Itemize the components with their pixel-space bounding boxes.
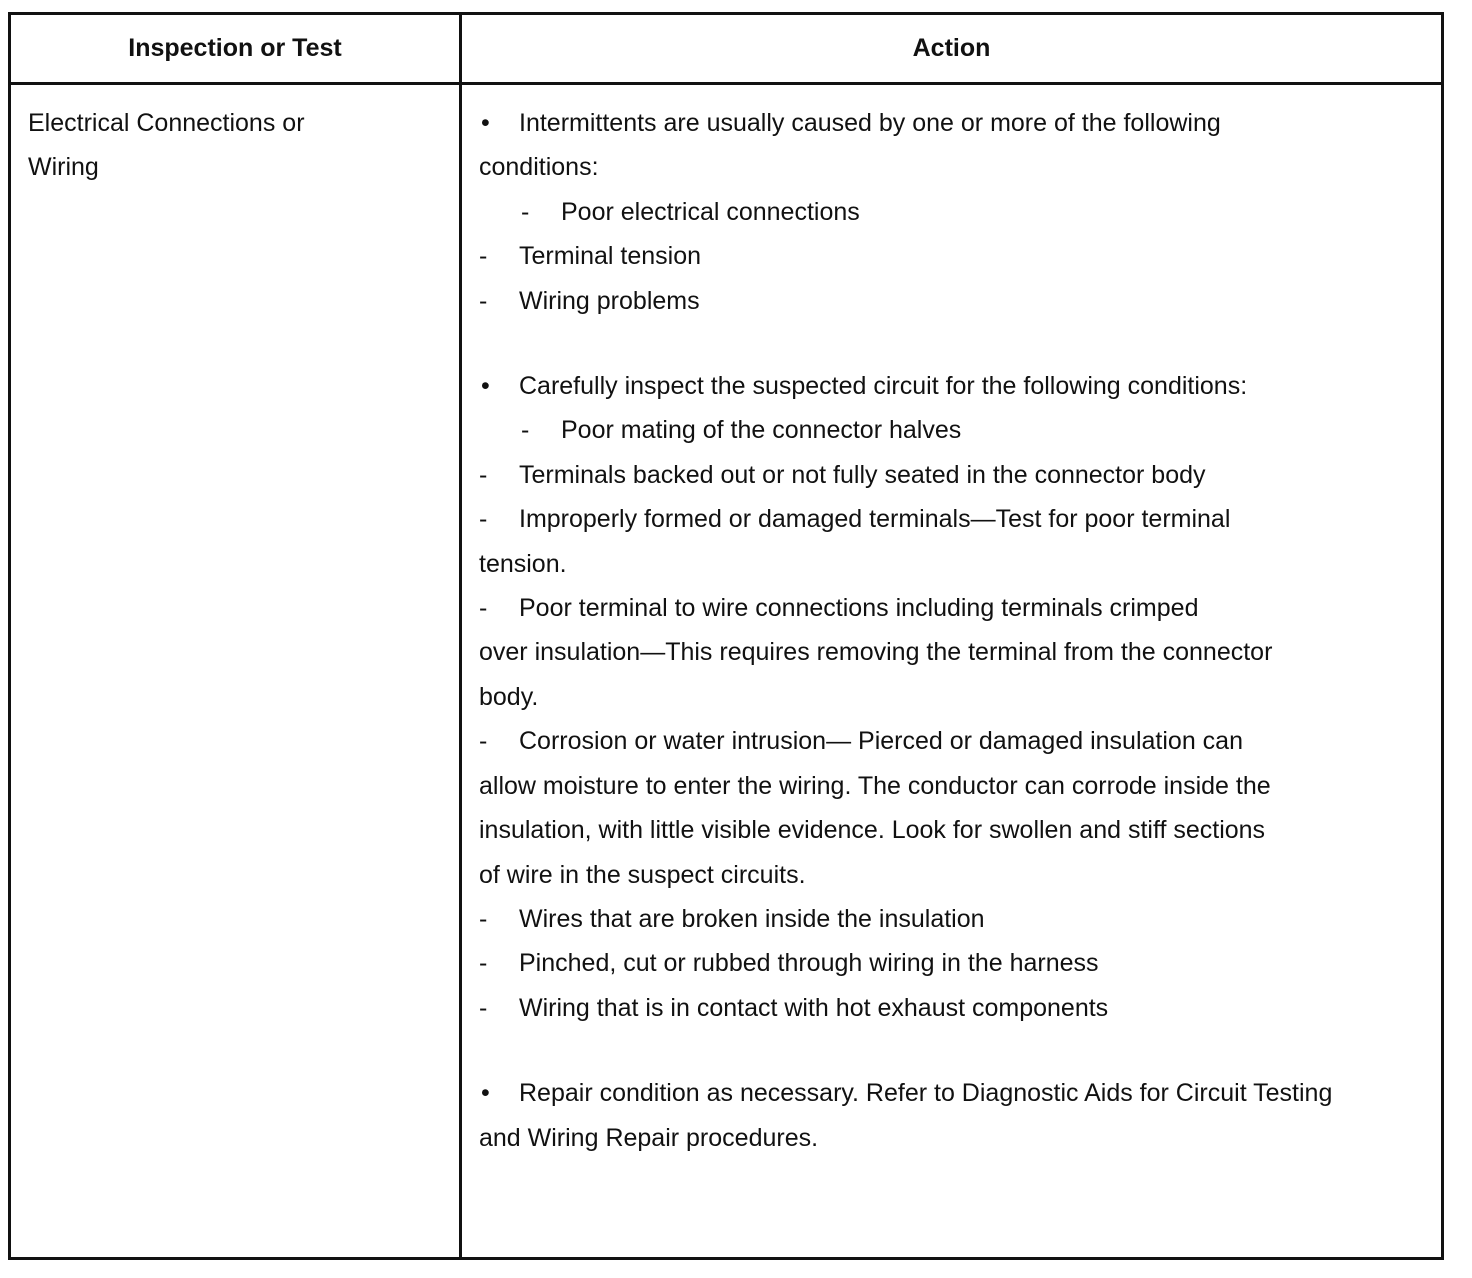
dash-marker: - [479, 505, 488, 534]
bullet-continuation: and Wiring Repair procedures. [479, 1123, 819, 1152]
dash-text: Pinched, cut or rubbed through wiring in the harness [519, 949, 1099, 978]
spacer [479, 323, 1439, 364]
bullet-text: Carefully inspect the suspected circuit for the following conditions: [519, 372, 1248, 401]
dash-continuation: tension. [479, 549, 567, 578]
dash-item [479, 279, 1439, 323]
bullet-continuation: conditions: [479, 153, 599, 182]
dash-continuation: body. [479, 682, 539, 711]
dash-text: Wires that are broken inside the insulation [519, 904, 985, 933]
dash-text: Poor terminal to wire connections including terminals crimped [519, 594, 1199, 623]
inspection-line: Wiring [28, 153, 99, 181]
column-divider [459, 15, 462, 1257]
dash-text: Wiring problems [519, 286, 700, 315]
bullet-text: Repair condition as necessary. Refer to Diagnostic Aids for Circuit Testing [519, 1079, 1333, 1108]
dash-text: Poor electrical connections [561, 197, 860, 226]
dash-text: Poor mating of the connector halves [561, 416, 962, 445]
dash-continuation: allow moisture to enter the wiring. The conductor can corrode inside the [479, 771, 1271, 800]
inspection-cell [28, 101, 428, 189]
bullet-text: Intermittents are usually caused by one or more of the following [519, 109, 1221, 137]
dash-marker: - [479, 460, 488, 489]
bullet-marker: • [481, 1079, 490, 1108]
dash-marker: - [479, 904, 488, 933]
dash-marker: - [521, 197, 530, 226]
action-cell [479, 101, 1439, 1160]
dash-continuation: over insulation—This requires removing the terminal from the connector [479, 638, 1273, 667]
dash-text: Terminals backed out or not fully seated in the connector body [519, 460, 1206, 489]
bullet-item [479, 364, 1439, 408]
dash-item [479, 719, 1439, 763]
dash-marker: - [479, 594, 488, 623]
dash-marker: - [521, 416, 530, 445]
dash-marker: - [479, 949, 488, 978]
inspection-line: Electrical Connections or [28, 109, 305, 137]
dash-item [479, 453, 1439, 497]
header-inspection-or-test: Inspection or Test [128, 34, 342, 62]
dash-continuation: of wire in the suspect circuits. [479, 860, 806, 889]
dash-marker: - [479, 242, 488, 271]
dash-text: Terminal tension [519, 242, 702, 271]
dash-item [479, 586, 1439, 630]
dash-continuation: insulation, with little visible evidence. Look for swollen and stiff sections [479, 816, 1266, 845]
inspection-action-table [8, 12, 1444, 1260]
bullet-item [479, 101, 1439, 145]
dash-item [479, 941, 1439, 985]
header-action: Action [912, 34, 991, 62]
dash-item [479, 234, 1439, 278]
dash-item [479, 986, 1439, 1030]
dash-marker: - [479, 286, 488, 315]
dash-text: Corrosion or water intrusion— Pierced or damaged insulation can [519, 727, 1243, 756]
dash-item [479, 190, 1439, 234]
dash-item [479, 408, 1439, 452]
header-divider [11, 82, 1441, 85]
dash-marker: - [479, 727, 488, 756]
bullet-marker: • [481, 372, 490, 401]
dash-item [479, 497, 1439, 541]
dash-text: Wiring that is in contact with hot exhaust components [519, 993, 1109, 1022]
bullet-marker: • [481, 109, 490, 137]
spacer [479, 1030, 1439, 1071]
dash-item [479, 897, 1439, 941]
bullet-item [479, 1071, 1439, 1115]
dash-text: Improperly formed or damaged terminals—Test for poor terminal [519, 505, 1231, 534]
dash-marker: - [479, 993, 488, 1022]
